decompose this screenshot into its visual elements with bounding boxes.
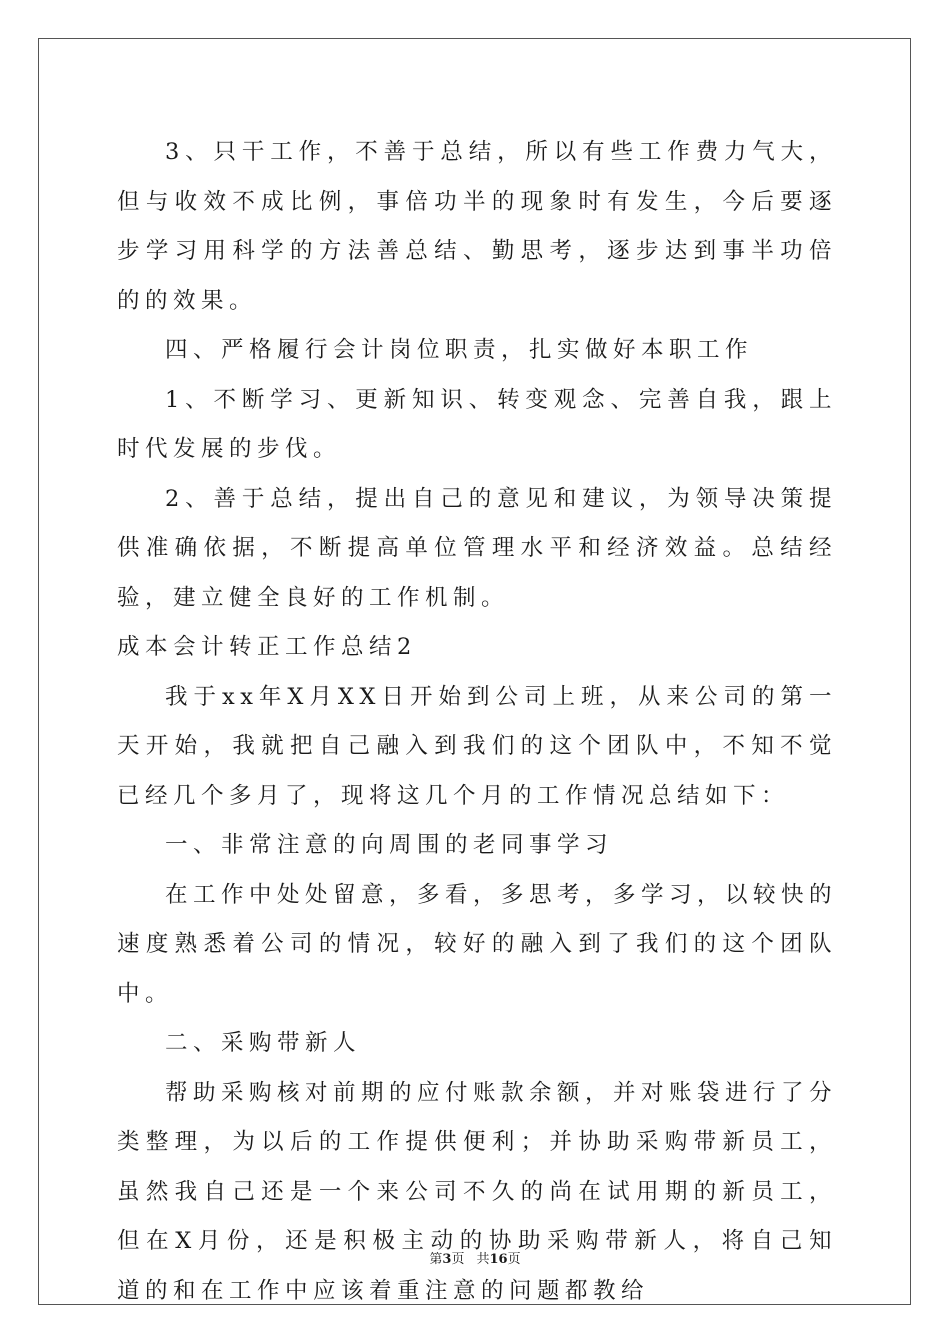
page-prefix: 第 — [429, 1252, 443, 1267]
paragraph: 帮助采购核对前期的应付账款余额，并对账袋进行了分类整理，为以后的工作提供便利；并协助采购带新员工，虽然我自己还是一个来公司不久的尚在试用期的新员工，但在X月份，还是积极主动的协助采购带新人，将自己知道的和在工作中应该着重注意的问题都教给 — [117, 1079, 838, 1304]
document-body — [117, 128, 837, 1316]
section-heading: 四、严格履行会计岗位职责，扎实做好本职工作 — [165, 337, 754, 363]
paragraph: 2、善于总结，提出自己的意见和建议，为领导决策提供准确依据，不断提高单位管理水平和经济效益。总结经验，建立健全良好的工作机制。 — [117, 485, 837, 611]
section-heading: 一、非常注意的向周围的老同事学习 — [165, 832, 614, 858]
paragraph: 3、只干工作，不善于总结，所以有些工作费力气大，但与收效不成比例，事倍功半的现象时有发生，今后要逐步学习用科学的方法善总结、勤思考，逐步达到事半功倍的的效果。 — [117, 139, 837, 314]
paragraph: 1、不断学习、更新知识、转变观念、完善自我，跟上时代发展的步伐。 — [117, 386, 837, 462]
total-prefix: 共 — [476, 1252, 490, 1267]
page-suffix: 页 — [451, 1252, 465, 1267]
paragraph: 在工作中处处留意，多看，多思考，多学习，以较快的速度熟悉着公司的情况，较好的融入到了我们的这个团队中。 — [117, 881, 838, 1007]
document-title: 成本会计转正工作总结2 — [117, 634, 417, 660]
paragraph: 我于xx年X月XX日开始到公司上班，从来公司的第一天开始，我就把自己融入到我们的这个团队中，不知不觉已经几个多月了，现将这几个月的工作情况总结如下： — [117, 683, 837, 809]
page-number: 3 — [442, 1252, 452, 1267]
total-pages: 16 — [489, 1252, 508, 1267]
section-heading: 二、采购带新人 — [165, 1030, 362, 1056]
page-footer — [0, 1248, 950, 1267]
total-suffix: 页 — [507, 1252, 521, 1267]
